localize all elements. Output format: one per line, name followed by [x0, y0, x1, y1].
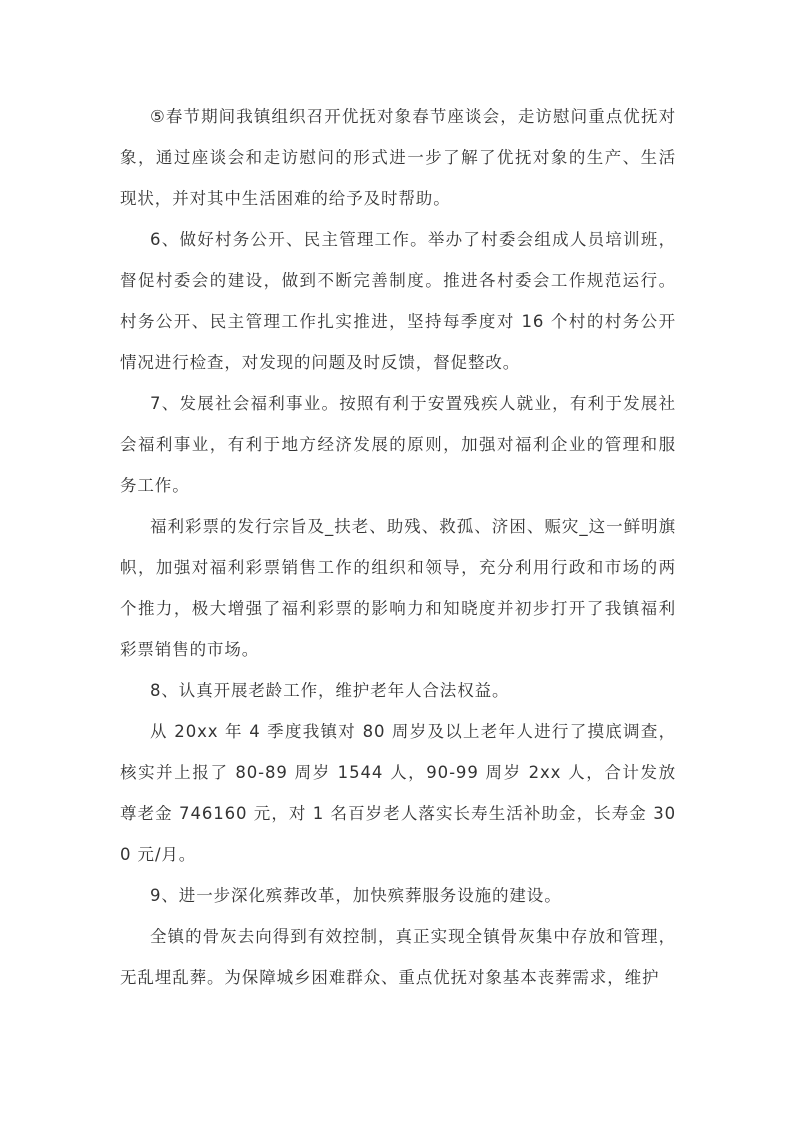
paragraph-holiday-visits: ⑤春节期间我镇组织召开优抚对象春节座谈会，走访慰问重点优抚对象，通过座谈会和走访慰问的形式进一步了解了优抚对象的生产、生活现状，并对其中生活困难的给予及时帮助。 — [120, 107, 676, 208]
paragraph-elderly-survey: 从 20xx 年 4 季度我镇对 80 周岁及以上老年人进行了摸底调查，核实并上报了 80-89 周岁 1544 人，90-99 周岁 2xx 人，合计发放尊老金 746160 元，对 1 名百岁老人落实长寿生活补助金，长寿金 300 元/月。 — [120, 722, 676, 864]
paragraph-social-welfare: 7、发展社会福利事业。按照有利于安置残疾人就业，有利于发展社会福利事业，有利于地方经济发展的原则，加强对福利企业的管理和服务工作。 — [120, 394, 676, 495]
paragraph-elderly-work: 8、认真开展老龄工作，维护老年人合法权益。 — [150, 681, 510, 700]
paragraph-village-affairs: 6、做好村务公开、民主管理工作。举办了村委会组成人员培训班，督促村委会的建设，做到不断完善制度。推进各村委会工作规范运行。村务公开、民主管理工作扎实推进，坚持每季度对 16 个村的村务公开情况进行检查，对发现的问题及时反馈，督促整改。 — [120, 230, 676, 372]
paragraph-funeral-reform: 9、进一步深化殡葬改革，加快殡葬服务设施的建设。 — [150, 886, 562, 905]
paragraph-ash-management: 全镇的骨灰去向得到有效控制，真正实现全镇骨灰集中存放和管理，无乱埋乱葬。为保障城乡困难群众、重点优抚对象基本丧葬需求，维护 — [120, 927, 676, 987]
paragraph-welfare-lottery: 福利彩票的发行宗旨及_扶老、助残、救孤、济困、赈灾_这一鲜明旗帜，加强对福利彩票销售工作的组织和领导，充分利用行政和市场的两个推力，极大增强了福利彩票的影响力和知晓度并初步打开了我镇福利彩票销售的市场。 — [120, 517, 676, 659]
document-body — [120, 96, 676, 998]
